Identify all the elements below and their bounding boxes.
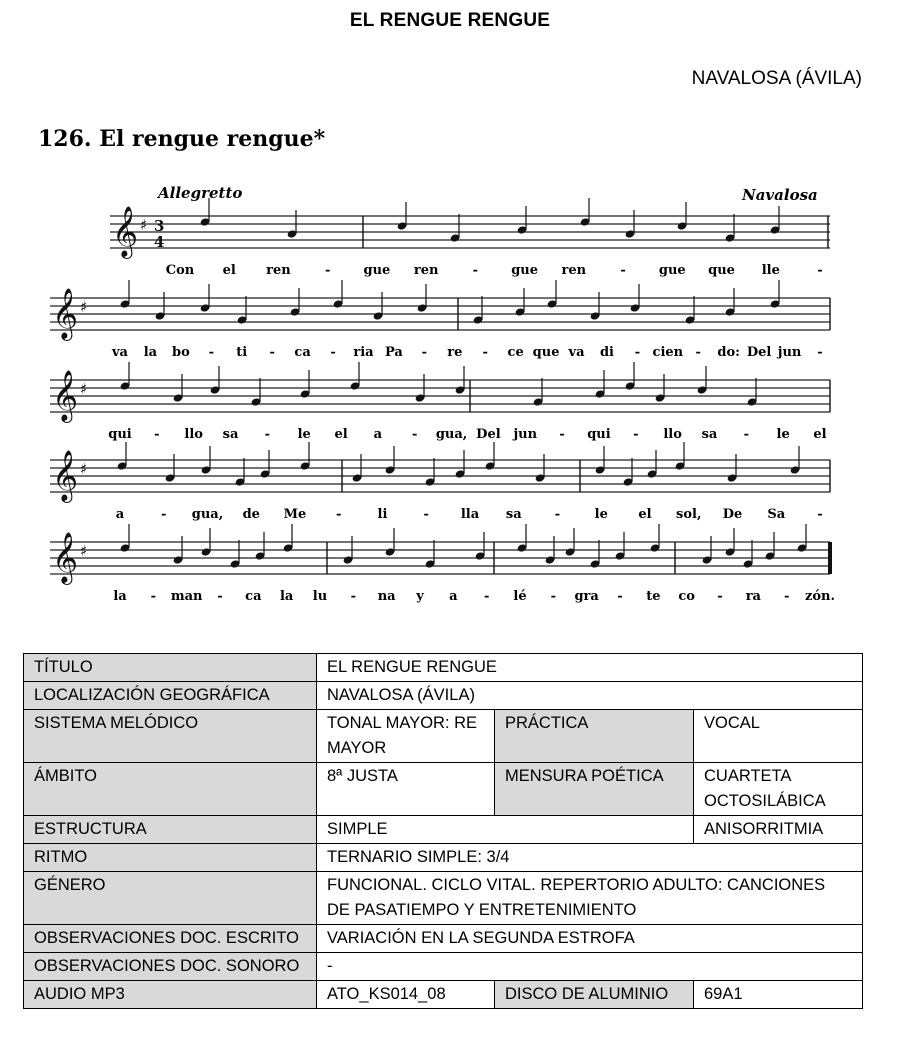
lyric-syllable: ria [353,345,374,360]
lyric-syllable: - [264,427,271,442]
lyric-syllable: - [817,507,823,522]
staff-system [50,524,830,585]
label-mensura-poetica: MENSURA POÉTICA [495,763,694,816]
lyric-syllable: - [482,345,488,360]
lyric-syllable: jun [513,427,538,442]
lyric-syllable: De [722,507,743,522]
lyric-syllable: sa [505,507,522,522]
lyric-syllable: la [143,345,158,360]
lyric-syllable: - [330,345,336,360]
key-signature-icon: ♯ [80,380,88,398]
lyric-syllable: a [115,507,125,522]
table-row [24,953,863,981]
lyric-syllable: va [112,345,128,360]
table-row [24,844,863,872]
label-practica: PRÁCTICA [495,710,694,763]
label-disco-aluminio: DISCO DE ALUMINIO [495,981,694,1009]
label-ambito: ÁMBITO [24,763,317,816]
lyric-syllable: - [350,589,357,604]
lyric-syllable: - [269,345,275,360]
lyric-syllable: a [449,589,458,604]
lyric-syllable: lé [513,589,527,604]
lyric-syllable: - [336,507,342,522]
lyric-syllable: ti [236,345,248,360]
lyric-syllable: di [599,345,614,360]
lyric-syllable: va [568,345,585,360]
value-disco-aluminio: 69A1 [694,981,863,1009]
table-row [24,981,863,1009]
lyric-syllable: gra [574,589,599,604]
lyric-syllable: lu [312,589,328,604]
label-obs-sonoro: OBSERVACIONES DOC. SONORO [24,953,317,981]
lyric-syllable: re [447,345,463,360]
treble-clef-icon: 𝄞 [52,450,79,501]
lyric-syllable: cien [652,345,684,360]
lyric-syllable: - [150,589,157,604]
lyric-syllable: na [377,589,396,604]
lyric-syllable: Me [283,507,307,522]
lyric-syllable: - [154,427,160,442]
lyric-syllable: - [817,263,823,278]
lyric-syllable: - [412,427,418,442]
lyric-syllable: sa [701,427,718,442]
table-row [24,682,863,710]
lyric-syllable: qui [587,427,611,442]
value-ambito: 8ª JUSTA [317,763,495,816]
staff-system [50,280,830,341]
lyric-syllable: - [783,589,790,604]
value-obs-escrito: VARIACIÓN EN LA SEGUNDA ESTROFA [317,925,863,953]
lyric-syllable: le [297,427,311,442]
place-marking: Navalosa [742,186,818,204]
staves [50,198,830,585]
table-row [24,763,863,816]
lyric-syllable: - [633,427,639,442]
value-obs-sonoro: - [317,953,863,981]
lyric-syllable: ren [413,263,439,278]
lyric-syllable: el [334,427,348,442]
lyric-syllable: jun [777,345,802,360]
value-audio-mp3: ATO_KS014_08 [317,981,495,1009]
table-row [24,710,863,763]
lyric-syllable: ren [561,263,587,278]
lyric-syllable: sa [222,427,239,442]
lyric-syllable: de [242,507,260,522]
lyric-syllable: li [377,507,388,522]
label-titulo: TÍTULO [24,654,317,682]
lyric-syllable: ra [745,589,761,604]
value-sistema-melodico: TONAL MAYOR: RE MAYOR [317,710,495,763]
lyric-syllable: - [717,589,723,604]
lyric-syllable: - [559,427,565,442]
lyric-syllable: - [324,263,331,278]
table-row [24,872,863,925]
lyric-syllable: Del [746,345,772,360]
lyric-syllable: llo [663,427,682,442]
lyric-syllable: - [161,507,167,522]
lyric-syllable: gue [511,263,539,278]
staff-system [50,362,830,423]
value-localizacion: NAVALOSA (ÁVILA) [317,682,863,710]
lyric-syllable: Con [165,263,195,278]
lyric-syllable: Sa [767,507,786,522]
lyric-syllable: a [373,427,383,442]
lyric-syllable: le [594,507,608,522]
lyric-syllable: gua, [435,427,468,442]
lyric-syllable: ca [294,345,311,360]
lyric-syllable: man [170,589,203,604]
label-sistema-melodico: SISTEMA MELÓDICO [24,710,317,763]
treble-clef-icon: 𝄞 [52,532,79,583]
lyric-syllable: - [217,589,223,604]
lyric-syllable: - [634,345,641,360]
lyric-syllable: sol, [676,507,702,522]
music-score [30,118,850,618]
lyric-syllable: - [554,507,561,522]
value-anisorritmia: ANISORRITMIA [694,816,863,844]
lyric-syllable: - [421,345,428,360]
lyric-syllable: - [620,263,626,278]
lyric-syllable: - [550,589,557,604]
value-mensura-poetica: CUARTETA OCTOSILÁBICA [694,763,863,816]
lyric-syllable: - [817,345,823,360]
lyric-syllable: el [222,263,236,278]
lyric-syllable: Del [476,427,501,442]
lyric-syllable: qui [108,427,132,442]
label-genero: GÉNERO [24,872,317,925]
metadata-table [23,653,863,1009]
key-signature-icon: ♯ [140,216,148,234]
score-heading: 126. El rengue rengue* [38,126,326,152]
lyric-syllable: lla [460,507,480,522]
lyric-syllable: - [472,263,479,278]
lyric-syllable: do: [717,345,740,360]
value-titulo: EL RENGUE RENGUE [317,654,863,682]
lyric-syllable: - [423,507,429,522]
lyric-syllable: - [617,589,623,604]
lyric-syllable: que [708,263,735,278]
lyric-syllable: - [743,427,750,442]
value-practica: VOCAL [694,710,863,763]
lyric-syllable: ca [245,589,262,604]
lyric-syllable: Pa [384,345,403,360]
lyric-syllable: - [483,589,490,604]
lyric-syllable: la [279,589,294,604]
lyric-syllable: ce [507,345,524,360]
key-signature-icon: ♯ [80,298,88,316]
lyric-syllable: y [416,589,424,604]
lyric-syllable: gua, [191,507,224,522]
time-signature-bottom: 4 [154,233,165,251]
lyric-syllable: ren [266,263,291,278]
label-estructura: ESTRUCTURA [24,816,317,844]
lyric-syllable: lle [761,263,780,278]
lyric-syllable: llo [184,427,203,442]
staff-system [110,198,830,259]
lyric-syllable: le [776,427,790,442]
treble-clef-icon: 𝄞 [52,370,79,421]
document-title: EL RENGUE RENGUE [349,10,551,31]
value-ritmo: TERNARIO SIMPLE: 3/4 [317,844,863,872]
lyric-syllable: bo [171,345,190,360]
lyric-syllable: el [638,507,652,522]
lyric-syllable: te [646,589,661,604]
value-estructura: SIMPLE [317,816,694,844]
treble-clef-icon: 𝄞 [112,206,139,257]
lyric-syllable: el [813,427,827,442]
lyric-syllable: co [678,589,695,604]
document-location: NAVALOSA (ÁVILA) [691,68,862,89]
key-signature-icon: ♯ [80,542,88,560]
lyric-syllable: - [208,345,215,360]
lyric-syllable: la [113,589,127,604]
lyric-syllable: - [695,345,701,360]
table-row [24,816,863,844]
label-ritmo: RITMO [24,844,317,872]
label-audio-mp3: AUDIO MP3 [24,981,317,1009]
key-signature-icon: ♯ [80,460,88,478]
treble-clef-icon: 𝄞 [52,288,79,339]
lyric-syllable: gue [363,263,391,278]
lyric-syllable: gue [658,263,686,278]
value-genero: FUNCIONAL. CICLO VITAL. REPERTORIO ADULTO: CANCIONES DE PASATIEMPO Y ENTRETENIMIENTO [317,872,863,925]
time-signature-top: 3 [154,217,165,235]
label-localizacion: LOCALIZACIÓN GEOGRÁFICA [24,682,317,710]
table-row [24,925,863,953]
table-row [24,654,863,682]
lyric-syllable: que [532,345,560,360]
staff-system [50,442,830,503]
label-obs-escrito: OBSERVACIONES DOC. ESCRITO [24,925,317,953]
tempo-marking: Allegretto [158,184,243,202]
lyric-syllable: zón. [804,589,836,604]
